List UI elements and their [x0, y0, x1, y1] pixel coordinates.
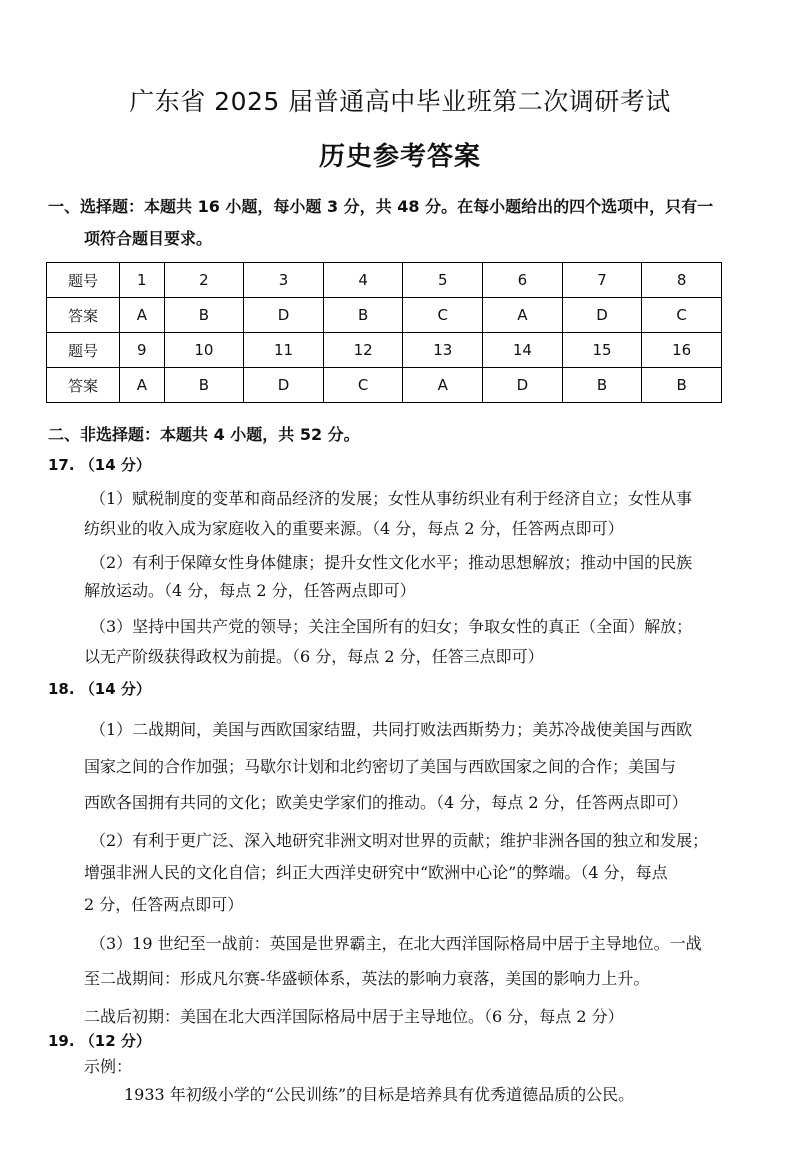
q17-answer-3-line2: 以无产阶级获得政权为前提。（6 分，每点 2 分，任答三点即可）: [84, 647, 544, 666]
q18-answer-3-line1: （3）19 世纪至一战前：英国是世界霸主，在北大西洋国际格局中居于主导地位。一战: [90, 934, 702, 953]
table-row-header: 题号: [47, 263, 120, 298]
table-row-header: 答案: [47, 368, 120, 403]
table-cell: 8: [642, 263, 722, 298]
table-cell: 16: [642, 333, 722, 368]
table-cell: 3: [244, 263, 324, 298]
table-row-header: 题号: [47, 333, 120, 368]
table-cell: B: [562, 368, 642, 403]
page-subtitle: 历史参考答案: [318, 142, 481, 172]
q19-label: 19. （12 分）: [48, 1032, 151, 1050]
table-cell: 2: [164, 263, 244, 298]
table-cell: 12: [323, 333, 403, 368]
page-title: 广东省 2025 届普通高中毕业班第二次调研考试: [129, 87, 671, 116]
table-cell: 11: [244, 333, 324, 368]
table-cell: 9: [120, 333, 165, 368]
table-cell: D: [244, 368, 324, 403]
section1-heading-line2: 项符合题目要求。: [84, 229, 213, 248]
q19-example-label: 示例：: [84, 1057, 133, 1076]
q17-answer-3-line1: （3）坚持中国共产党的领导；关注全国所有的妇女；争取女性的真正（全面）解放；: [90, 617, 693, 636]
table-cell: A: [120, 298, 165, 333]
table-cell: B: [323, 298, 403, 333]
table-cell: C: [403, 298, 483, 333]
table-cell: D: [244, 298, 324, 333]
table-cell: D: [483, 368, 563, 403]
q18-answer-3-line2: 至二战期间：形成凡尔赛-华盛顿体系，英法的影响力衰落，美国的影响力上升。: [84, 969, 650, 988]
q18-answer-1-line3: 西欧各国拥有共同的文化；欧美史学家们的推动。（4 分，每点 2 分，任答两点即可）: [84, 793, 688, 812]
q17-answer-2-line2: 解放运动。（4 分，每点 2 分，任答两点即可）: [84, 581, 416, 600]
q18-answer-1-line2: 国家之间的合作加强；马歇尔计划和北约密切了美国与西欧国家之间的合作；美国与: [84, 757, 677, 776]
q18-answer-3-line3: 二战后初期：美国在北大西洋国际格局中居于主导地位。（6 分，每点 2 分）: [84, 1007, 624, 1026]
table-cell: D: [562, 298, 642, 333]
table-cell: 10: [164, 333, 244, 368]
table-row: [47, 333, 722, 368]
table-cell: 6: [483, 263, 563, 298]
q18-answer-1-line1: （1）二战期间，美国与西欧国家结盟，共同打败法西斯势力；美苏冷战使美国与西欧: [90, 720, 693, 739]
table-cell: A: [403, 368, 483, 403]
table-cell: 14: [483, 333, 563, 368]
table-cell: C: [642, 298, 722, 333]
table-row: [47, 368, 722, 403]
table-row-header: 答案: [47, 298, 120, 333]
table-cell: 15: [562, 333, 642, 368]
q19-example-text: 1933 年初级小学的“公民训练”的目标是培养具有优秀道德品质的公民。: [124, 1085, 635, 1104]
answer-table: [46, 262, 722, 403]
table-cell: 1: [120, 263, 165, 298]
q18-answer-2-line1: （2）有利于更广泛、深入地研究非洲文明对世界的贡献；维护非洲各国的独立和发展；: [90, 831, 709, 850]
q17-answer-1-line1: （1）赋税制度的变革和商品经济的发展；女性从事纺织业有利于经济自立；女性从事: [90, 489, 693, 508]
table-row: [47, 298, 722, 333]
q18-label: 18. （14 分）: [48, 680, 151, 698]
table-cell: 4: [323, 263, 403, 298]
table-cell: A: [120, 368, 165, 403]
q17-label: 17. （14 分）: [48, 456, 151, 474]
table-cell: A: [483, 298, 563, 333]
table-cell: 5: [403, 263, 483, 298]
q17-answer-1-line2: 纺织业的收入成为家庭收入的重要来源。（4 分，每点 2 分，任答两点即可）: [84, 519, 624, 538]
table-cell: C: [323, 368, 403, 403]
table-row: [47, 263, 722, 298]
q18-answer-2-line2: 增强非洲人民的文化自信；纠正大西洋史研究中“欧洲中心论”的弊端。（4 分，每点: [84, 863, 668, 882]
table-cell: B: [642, 368, 722, 403]
section2-heading: 二、非选择题：本题共 4 小题，共 52 分。: [48, 425, 360, 444]
table-cell: 7: [562, 263, 642, 298]
table-cell: 13: [403, 333, 483, 368]
section1-heading-line1: 一、选择题：本题共 16 小题，每小题 3 分，共 48 分。在每小题给出的四个选项中，只有一: [48, 197, 714, 216]
table-cell: B: [164, 368, 244, 403]
q17-answer-2-line1: （2）有利于保障女性身体健康；提升女性文化水平；推动思想解放；推动中国的民族: [90, 553, 693, 572]
q18-answer-2-line3: 2 分，任答两点即可）: [84, 895, 244, 914]
table-cell: B: [164, 298, 244, 333]
